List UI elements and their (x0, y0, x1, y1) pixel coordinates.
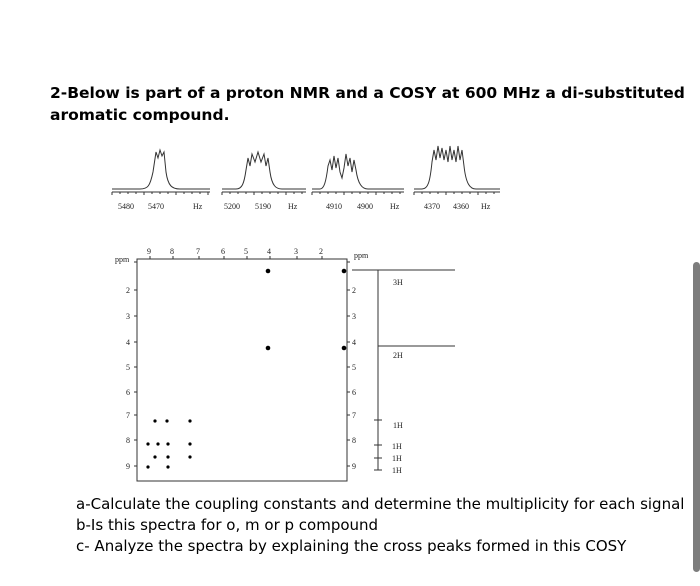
axis-tick-label: 5470 (148, 202, 164, 211)
cross-peak (153, 455, 156, 458)
axis-unit-label: Hz (288, 202, 298, 211)
integral-label: 1H (392, 442, 402, 451)
axis-tick-label: 5 (126, 363, 130, 372)
integral-label: 1H (392, 466, 402, 475)
spectrum-1d (112, 146, 500, 195)
axis-tick-label: 8 (126, 436, 130, 445)
axis-unit-label: Hz (390, 202, 400, 211)
axis-tick-label: 3 (352, 312, 356, 321)
cross-peak (146, 442, 149, 445)
axis-tick-label: 8 (352, 436, 356, 445)
axis-tick-label: 6 (352, 388, 356, 397)
peak-group-1 (112, 150, 210, 189)
integral-label: 3H (393, 278, 403, 287)
axis-tick-label: 2 (319, 247, 323, 256)
peak-group-3 (312, 154, 404, 189)
cross-peak (266, 269, 271, 274)
integral-label: 1H (392, 454, 402, 463)
axis-tick-label: 7 (126, 411, 130, 420)
axis-tick-label: 4370 (424, 202, 440, 211)
axis-tick-label: 3 (294, 247, 298, 256)
cross-peak (165, 419, 168, 422)
cross-peak (342, 346, 347, 351)
cosy-frame (137, 259, 347, 481)
question-item-a: a-Calculate the coupling constants and determine the multiplicity for each signal (76, 495, 685, 513)
cross-peak (166, 442, 169, 445)
cross-peak (188, 455, 191, 458)
cross-peak (188, 419, 191, 422)
spectrum-1d-labels (118, 202, 491, 211)
axis-tick-label: 9 (126, 462, 130, 471)
axis-tick-label: 5190 (255, 202, 271, 211)
axis-tick-label: 5 (244, 247, 248, 256)
axis-tick-label: 6 (126, 388, 130, 397)
axis-tick-label: 2 (126, 286, 130, 295)
axis-tick-label: 7 (196, 247, 200, 256)
cross-peak (153, 419, 156, 422)
axis-tick-label: 4 (126, 338, 130, 347)
axis-tick-label: 9 (352, 462, 356, 471)
axis-tick-label: 3 (126, 312, 130, 321)
axis-tick-label: 4 (267, 247, 271, 256)
peak-group-4 (414, 146, 500, 189)
axis-tick-label: 9 (147, 247, 151, 256)
cosy-plot (134, 256, 455, 481)
axis-unit-label: ppm (354, 251, 369, 260)
axis-unit-label: Hz (481, 202, 491, 211)
integral-label: 2H (393, 351, 403, 360)
integral-label: 1H (393, 421, 403, 430)
peak-group-2 (222, 152, 306, 189)
question-title: 2-Below is part of a proton NMR and a COSY at 600 MHz a di-substituted aromatic compound. (50, 84, 685, 124)
question-item-c: c- Analyze the spectra by explaining the cross peaks formed in this COSY (76, 537, 627, 555)
axis-unit-label: Hz (193, 202, 203, 211)
axis-unit-label: ppm (115, 255, 130, 264)
axis-tick-label: 4900 (357, 202, 373, 211)
axis-tick-label: 8 (170, 247, 174, 256)
axis-tick-label: 4360 (453, 202, 469, 211)
axis-tick-label: 2 (352, 286, 356, 295)
cross-peak (342, 269, 347, 274)
cross-peak (146, 465, 149, 468)
axis-tick-label: 5480 (118, 202, 134, 211)
axis-tick-label: 6 (221, 247, 225, 256)
cross-peak (166, 465, 169, 468)
cross-peak (156, 442, 159, 445)
axis-tick-label: 7 (352, 411, 356, 420)
cosy-cross-peaks (146, 269, 346, 469)
cross-peak (166, 455, 169, 458)
axis-tick-label: 4 (352, 338, 356, 347)
axis-tick-label: 5200 (224, 202, 240, 211)
axis-tick-label: 5 (352, 363, 356, 372)
question-list (76, 494, 696, 557)
integral-trace (352, 270, 455, 470)
cross-peak (266, 346, 271, 351)
cross-peak (188, 442, 191, 445)
cosy-labels (115, 247, 403, 475)
axis-tick-label: 4910 (326, 202, 342, 211)
question-item-b: b-Is this spectra for o, m or p compound (76, 516, 379, 534)
